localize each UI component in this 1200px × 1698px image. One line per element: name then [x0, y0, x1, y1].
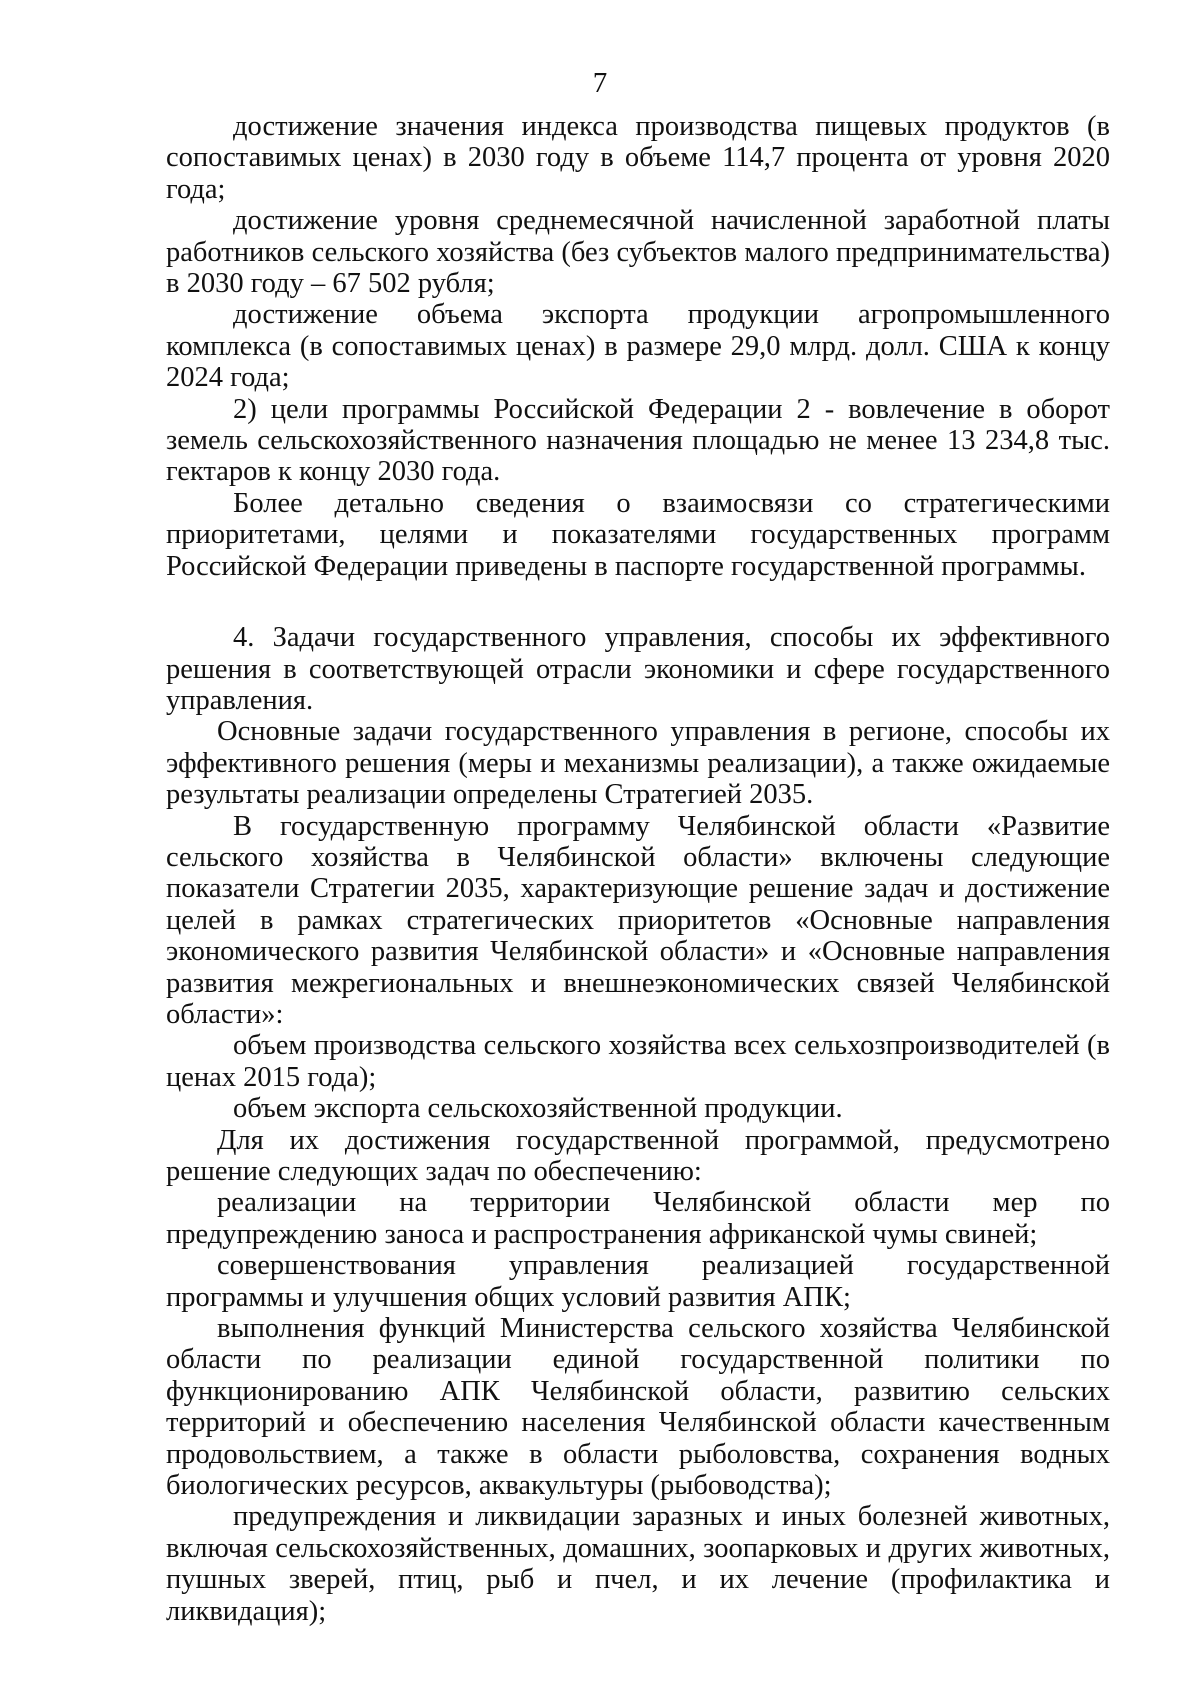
paragraph-passport-reference: Более детально сведения о взаимосвязи со стратегическими приоритетами, целями и показателями государственных программ Российской Федерации приведены в паспорте государственной программы. — [166, 487, 1110, 582]
paragraph-production-volume: объем производства сельского хозяйства всех сельхозпроизводителей (в ценах 2015 года); — [166, 1030, 1110, 1093]
paragraph-strategy-indicators: В государственную программу Челябинской области «Развитие сельского хозяйства в Челябинской области» включены следующие показатели Стратегии 2035, характеризующие решение задач и достижение целей в рамках стратегических приоритетов «Основные направления экономического развития Челябинской области» и «Основные направления развития межрегиональных и внешнеэкономических связей Челябинской области»: — [166, 810, 1110, 1030]
paragraph-export-volume: объем экспорта сельскохозяйственной продукции. — [233, 1093, 843, 1125]
paragraph-ministry-functions: выполнения функций Министерства сельского хозяйства Челябинской области по реализации единой государственной политики по функционированию АПК Челябинской области, развитию сельских территорий и обеспечению населения Челябинской области качественным продовольствием, а также в области рыболовства, сохранения водных биологических ресурсов, аквакультуры (рыбоводства); — [166, 1313, 1110, 1502]
paragraph-agro-export-volume: достижение объема экспорта продукции агропромышленного комплекса (в сопоставимых ценах) в размере 29,0 млрд. долл. США к концу 2024 года; — [166, 299, 1110, 394]
paragraph-federal-program-goal-2: 2) цели программы Российской Федерации 2 - вовлечение в оборот земель сельскохозяйственного назначения площадью не менее 13 234,8 тыс. гектаров к концу 2030 года. — [166, 393, 1110, 488]
paragraph-food-production-index: достижение значения индекса производства пищевых продуктов (в сопоставимых ценах) в 2030 году в объеме 114,7 процента от уровня 2020 года; — [166, 111, 1110, 205]
paragraph-animal-diseases: предупреждения и ликвидации заразных и иных болезней животных, включая сельскохозяйственных, домашних, зоопарковых и других животных, пушных зверей, птиц, рыб и пчел, и их лечение (профилактика и ликвидация); — [166, 1501, 1110, 1627]
page-number: 7 — [592, 67, 608, 99]
section-gap — [166, 582, 1110, 622]
paragraph-tasks-intro: Для их достижения государственной программой, предусмотрено решение следующих задач по обеспечению: — [166, 1124, 1110, 1187]
section-heading-4: 4. Задачи государственного управления, способы их эффективного решения в соответствующей отрасли экономики и сфере государственного управления. — [166, 622, 1110, 716]
paragraph-main-tasks: Основные задачи государственного управления в регионе, способы их эффективного решения (меры и механизмы реализации), а также ожидаемые результаты реализации определены Стратегией 2035. — [166, 716, 1110, 811]
paragraph-swine-fever: реализации на территории Челябинской области мер по предупреждению заноса и распространения африканской чумы свиней; — [166, 1187, 1110, 1250]
paragraph-program-management: совершенствования управления реализацией государственной программы и улучшения общих условий развития АПК; — [166, 1250, 1110, 1313]
document-body — [166, 111, 1110, 1627]
paragraph-agricultural-wage: достижение уровня среднемесячной начисленной заработной платы работников сельского хозяйства (без субъектов малого предпринимательства) в 2030 году – 67 502 рубля; — [166, 205, 1110, 300]
